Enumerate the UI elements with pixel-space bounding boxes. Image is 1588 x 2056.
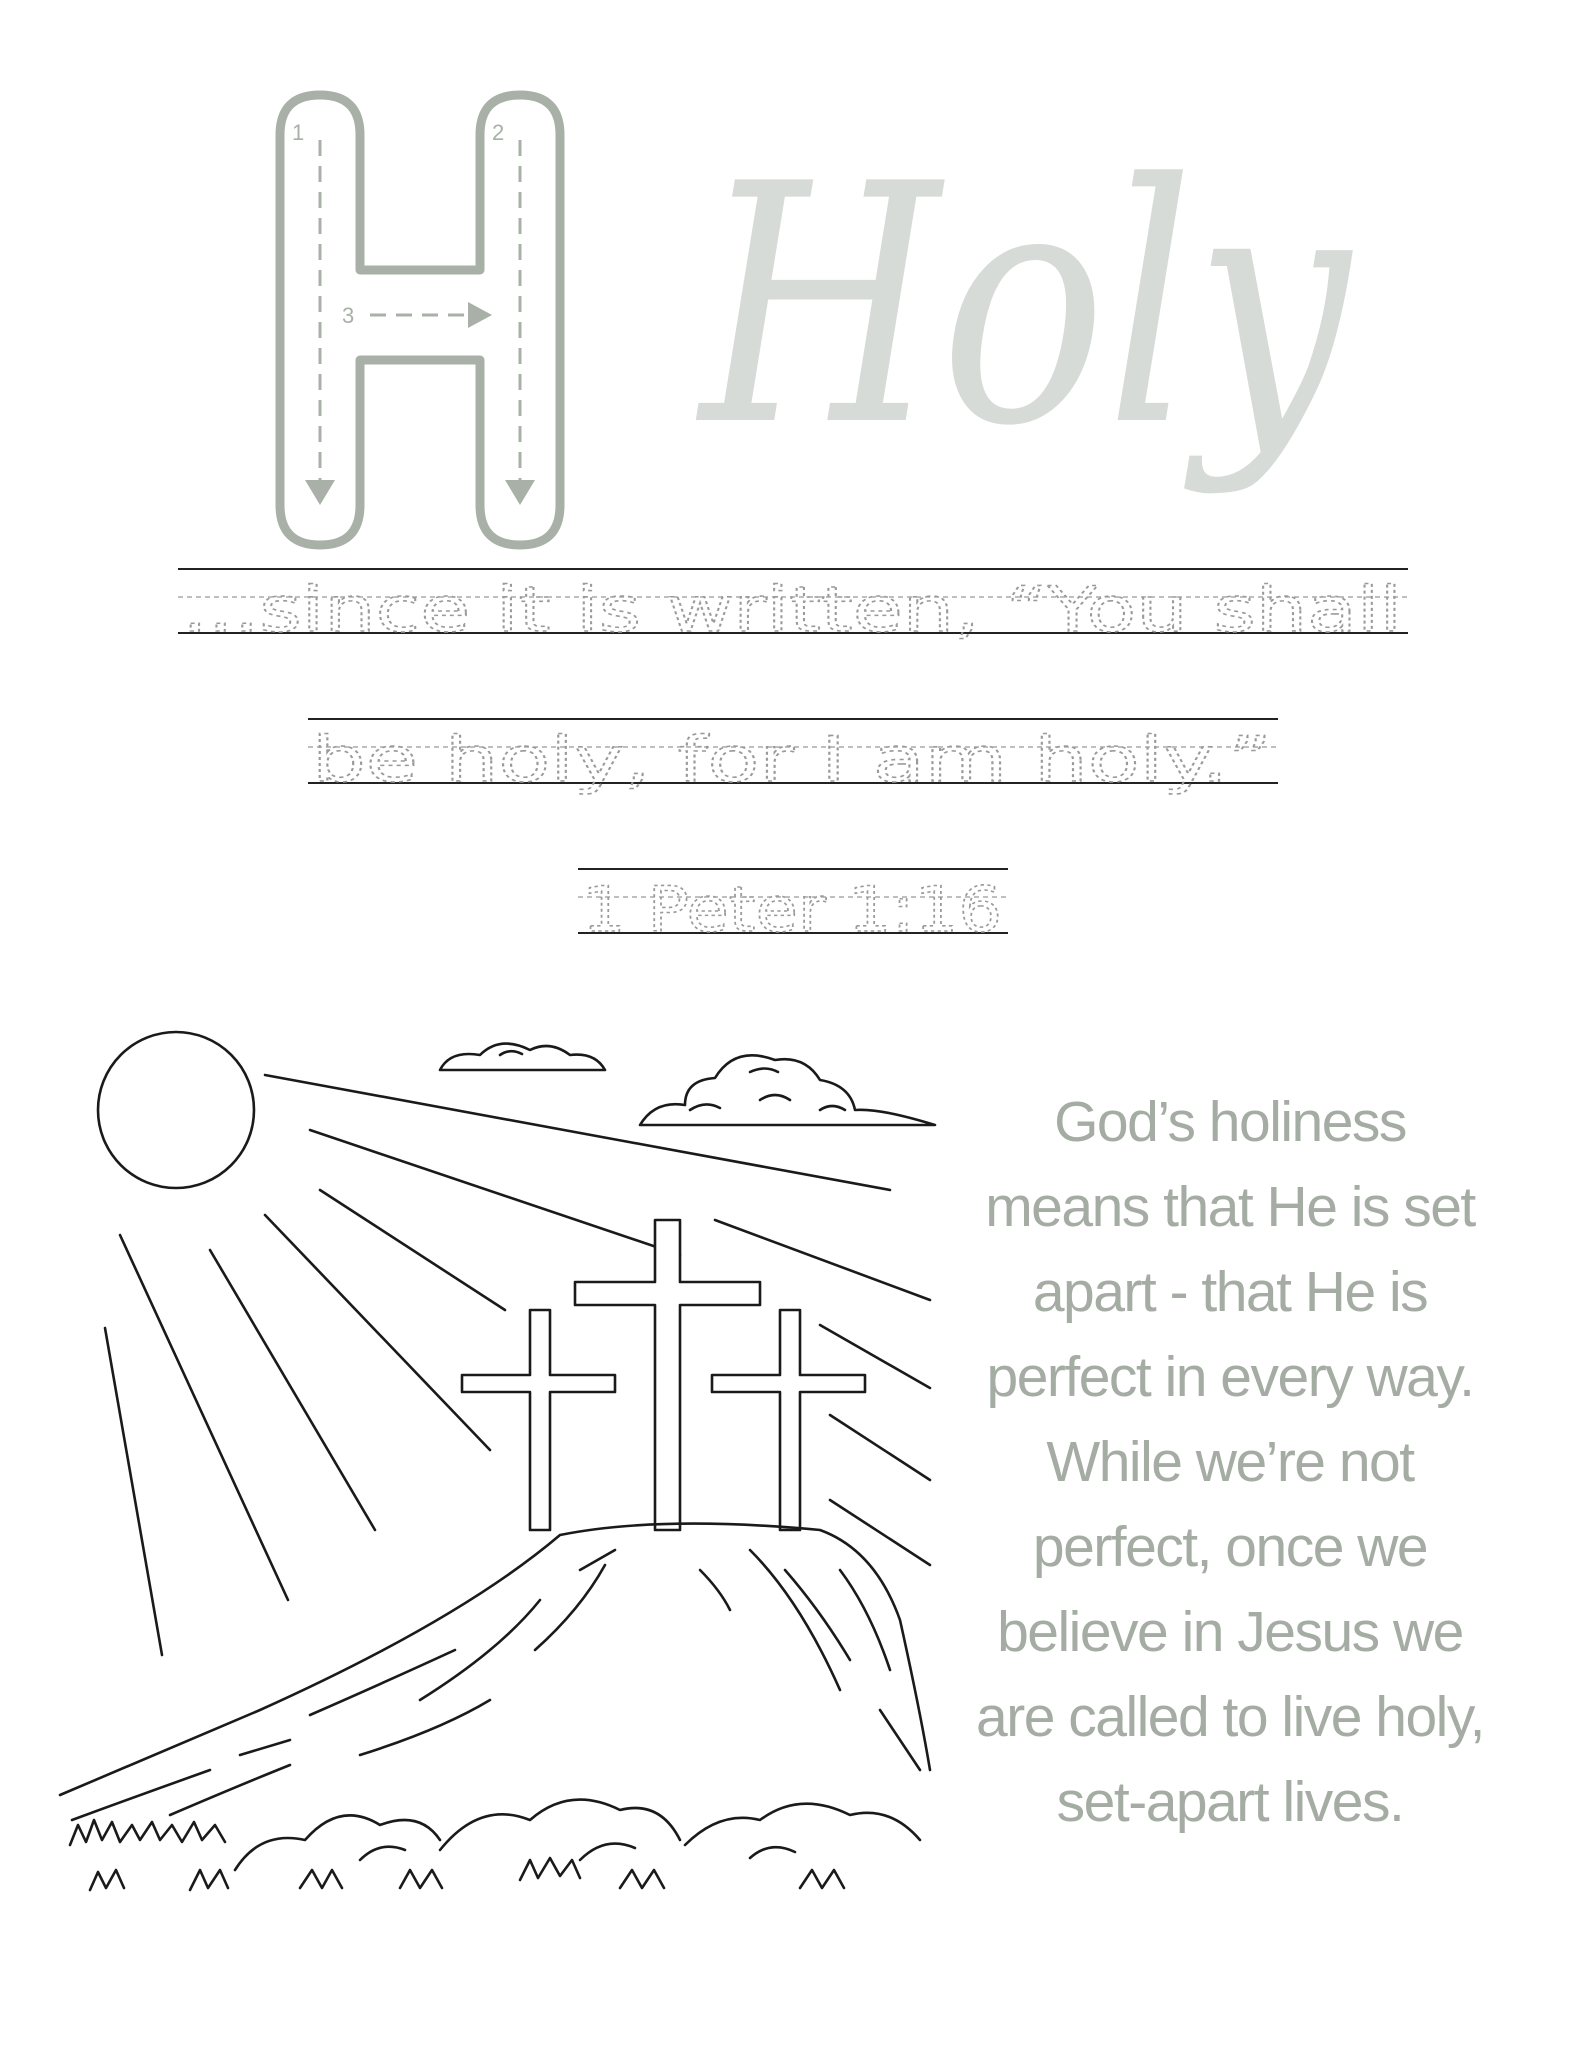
title-word-text: Holy: [695, 114, 1354, 498]
cross-left: [462, 1310, 615, 1530]
verse-line-1: ...since it is written, “You shall: [182, 573, 1402, 646]
description-line: perfect in every way.: [986, 1345, 1474, 1409]
description-line: means that He is set: [985, 1175, 1475, 1239]
description-line: apart - that He is: [1032, 1260, 1428, 1324]
tracing-line-reference: [578, 865, 1008, 945]
stroke-number-1: 1: [292, 120, 305, 145]
sun: [98, 1032, 254, 1188]
hill: [60, 1524, 930, 1795]
verse-line-2: be holy, for I am holy.”: [312, 723, 1272, 796]
description-line: believe in Jesus we: [997, 1600, 1463, 1664]
description-line: set-apart lives.: [1056, 1770, 1404, 1834]
stroke-number-3: 3: [342, 303, 355, 328]
cross-right: [712, 1310, 865, 1530]
cloud-large: [640, 1055, 935, 1125]
description-line: God’s holiness: [1054, 1090, 1406, 1154]
title-word: [690, 110, 1370, 550]
verse-reference: 1 Peter 1:16: [582, 873, 1002, 946]
description-line: are called to live holy,: [976, 1685, 1484, 1749]
letter-h-tracing: [270, 90, 650, 550]
stroke-number-2: 2: [492, 120, 505, 145]
description-line: While we’re not: [1046, 1430, 1414, 1494]
tracing-line-2: [308, 715, 1278, 795]
holiness-description: [940, 1080, 1520, 1845]
crosses-hill-illustration: [60, 1010, 960, 1890]
grass-bushes: [70, 1800, 920, 1890]
description-line: perfect, once we: [1032, 1515, 1428, 1579]
cloud-small: [440, 1044, 605, 1070]
tracing-line-1: [178, 565, 1408, 645]
hill-texture: [72, 1550, 920, 1820]
